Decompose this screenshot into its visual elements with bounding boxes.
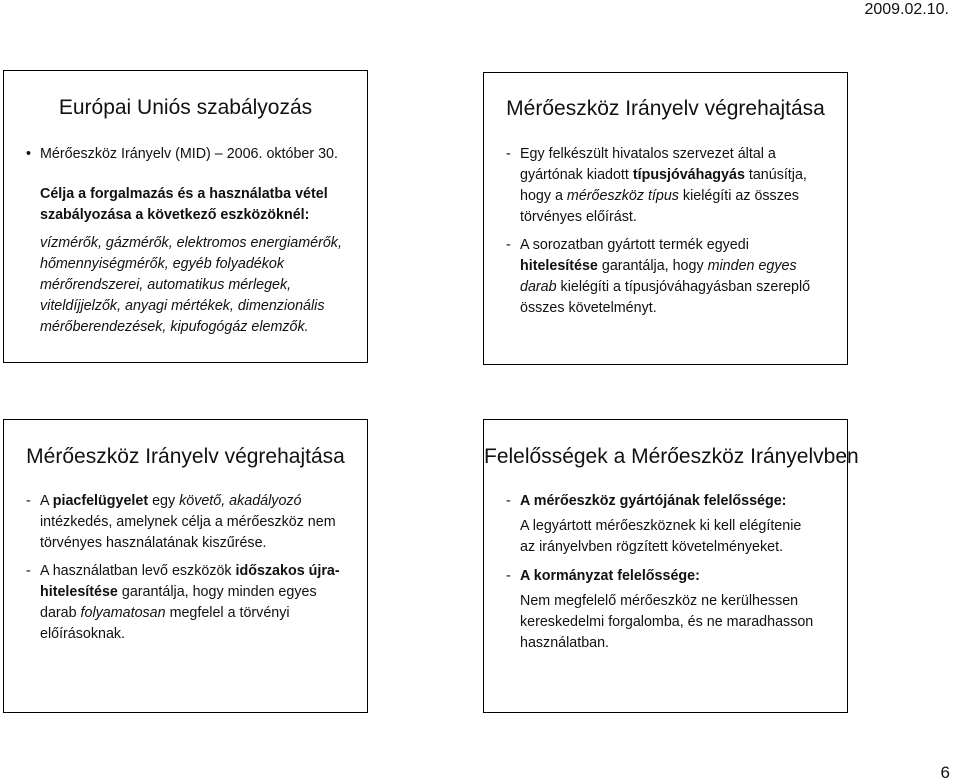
list-item: [506, 566, 836, 587]
slide-title: Európai Uniós szabályozás: [58, 96, 313, 119]
text-run: egy: [148, 493, 180, 509]
item-line: előírásoknak.: [40, 626, 126, 642]
goal-line: Célja a forgalmazás és a használatba vétel: [40, 186, 328, 202]
dash-marker: -: [506, 493, 511, 509]
dash-marker: -: [26, 493, 31, 509]
list-item: [506, 491, 836, 512]
text-run: garantálja, hogy minden egyes: [117, 584, 317, 600]
item-line: [40, 491, 356, 512]
slide-body: [506, 491, 836, 662]
item-line: törvényes használatának kiszűrése.: [40, 535, 267, 551]
item-line: kereskedelmi forgalomba, és ne maradhasson: [520, 614, 814, 630]
item-line: [520, 186, 836, 207]
goal-paragraph: [40, 184, 360, 226]
emphasis-text: darab: [520, 279, 557, 295]
slide-title: Mérőeszköz Irányelv végrehajtása: [26, 445, 345, 468]
sub-paragraph: [520, 591, 836, 654]
item-line: törvényes előírást.: [520, 209, 637, 225]
text-run: kielégíti a típusjóváhagyásban szereplő: [556, 279, 811, 295]
item-line: Nem megfelelő mérőeszköz ne kerülhessen: [520, 593, 799, 609]
page-number: 6: [940, 763, 950, 782]
item-line: az irányelvben rögzített követelményeket.: [520, 539, 784, 555]
item-line: [40, 603, 356, 624]
device-line: viteldíjjelzők, anyagi mértékek, dimenzionális: [40, 298, 325, 314]
slide-body: [26, 491, 356, 652]
item-line: használatban.: [520, 635, 610, 651]
item-line: [520, 165, 836, 186]
dash-marker: -: [506, 146, 511, 162]
slide-mid-implementation-2: [3, 419, 368, 713]
list-item: [506, 144, 836, 228]
item-line: A legyártott mérőeszköznek ki kell elégítenie: [520, 518, 802, 534]
emphasis-text: követő, akadályozó: [179, 493, 302, 509]
item-line: [520, 256, 836, 277]
goal-line: szabályozása a következő eszközöknél:: [40, 207, 310, 223]
government-responsibility-heading: A kormányzat felelőssége:: [520, 568, 700, 584]
item-line: [40, 582, 356, 603]
slide-body: [40, 184, 360, 338]
emphasis-text: folyamatosan: [80, 605, 166, 621]
verification-term: hitelesítése: [520, 258, 598, 274]
slide-responsibilities: [483, 419, 859, 713]
item-line: [40, 561, 356, 582]
slide-title: Mérőeszköz Irányelv végrehajtása: [506, 97, 825, 120]
dash-marker: -: [506, 568, 511, 584]
slide-title: Felelősségek a Mérőeszköz Irányelvben: [484, 445, 859, 468]
text-run: A használatban levő eszközök: [40, 563, 236, 579]
device-line: mérőrendszerei, automatikus mérlegek,: [40, 277, 292, 293]
type-approval-term: típusjóváhagyás: [632, 167, 745, 183]
bullet-text: Mérőeszköz Irányelv (MID) – 2006. október 30.: [40, 146, 338, 162]
text-run: megfelel a törvényi: [165, 605, 290, 621]
slide-eu-regulation: [3, 70, 368, 363]
text-run: A: [40, 493, 53, 509]
emphasis-text: minden egyes: [707, 258, 797, 274]
sub-paragraph: [520, 516, 836, 558]
list-item: [506, 235, 836, 319]
bullet-item: [26, 144, 338, 165]
dash-marker: -: [506, 237, 511, 253]
slide-body: [506, 144, 836, 326]
periodic-reverification-term: időszakos újra-: [235, 563, 340, 579]
bullet-dot-icon: •: [26, 146, 32, 162]
item-line: A sorozatban gyártott termék egyedi: [520, 237, 749, 253]
text-run: kielégíti az összes: [678, 188, 799, 204]
periodic-reverification-term: hitelesítése: [40, 584, 118, 600]
text-run: gyártónak kiadott: [520, 167, 633, 183]
device-line: mérőberendezések, kipufogógáz elemzők.: [40, 319, 309, 335]
market-surveillance-term: piacfelügyelet: [52, 493, 149, 509]
item-line: összes követelményt.: [520, 300, 657, 316]
list-item: [26, 561, 356, 645]
device-line: hőmennyiségmérők, egyéb folyadékok: [40, 256, 284, 272]
list-item: [26, 491, 356, 554]
instrument-type-term: mérőeszköz típus: [566, 188, 679, 204]
text-run: darab: [40, 605, 81, 621]
text-run: garantálja, hogy: [597, 258, 708, 274]
manufacturer-responsibility-heading: A mérőeszköz gyártójának felelőssége:: [520, 493, 787, 509]
text-run: hogy a: [520, 188, 567, 204]
text-run: tanúsítja,: [744, 167, 807, 183]
item-line: intézkedés, amelynek célja a mérőeszköz nem: [40, 514, 336, 530]
dash-marker: -: [26, 563, 31, 579]
device-line: vízmérők, gázmérők, elektromos energiamérők,: [40, 235, 342, 251]
item-line: [520, 277, 836, 298]
item-line: Egy felkészült hivatalos szervezet által a: [520, 146, 776, 162]
header-date: 2009.02.10.: [864, 1, 949, 18]
device-list-paragraph: [40, 233, 360, 338]
slide-mid-implementation-1: [483, 72, 848, 365]
